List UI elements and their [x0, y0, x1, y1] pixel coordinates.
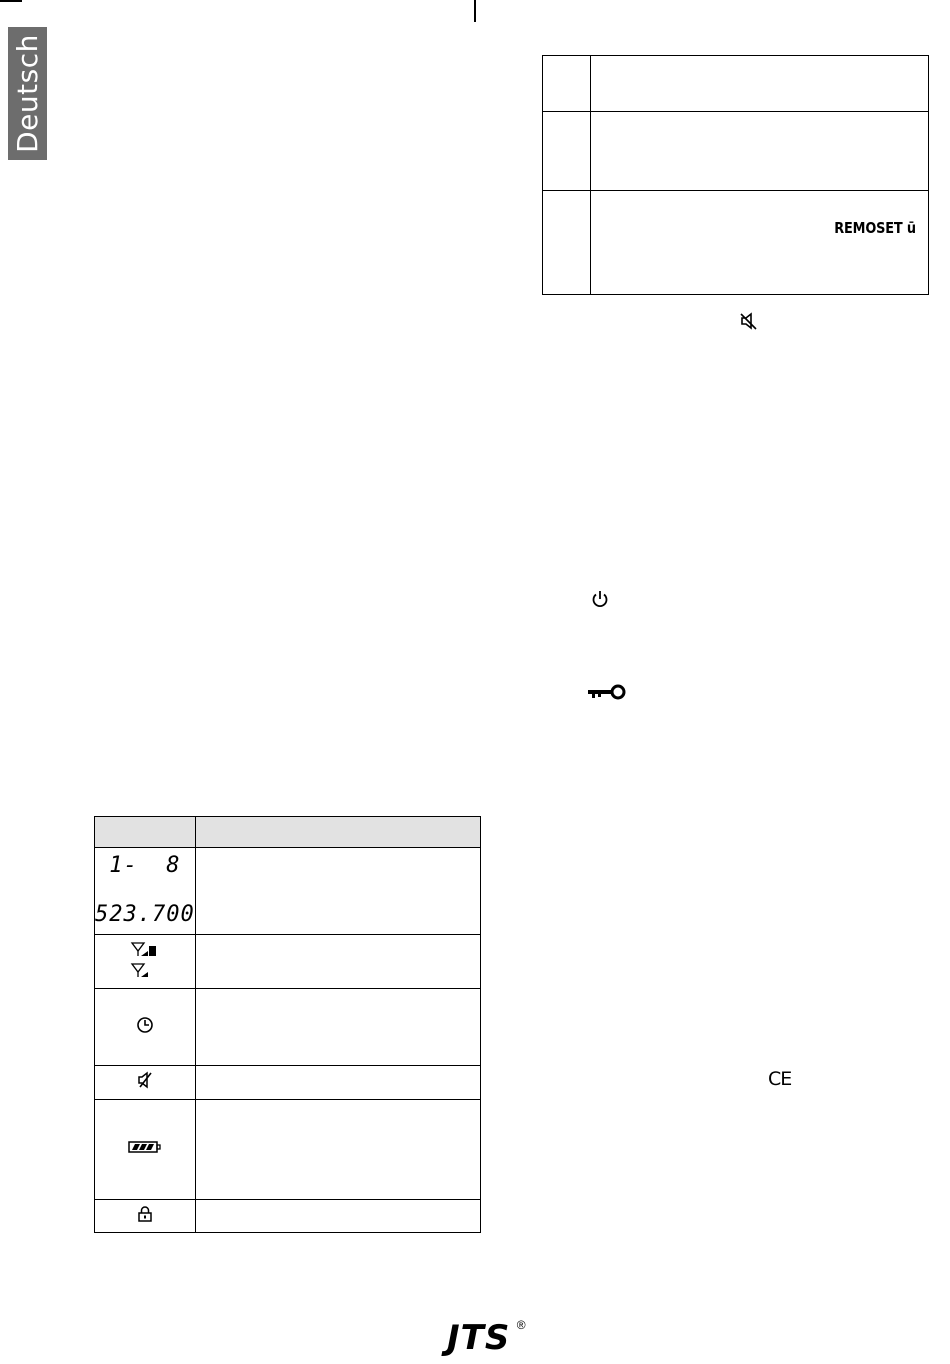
- ce-mark: CE: [768, 1068, 792, 1090]
- row-description: [195, 935, 480, 989]
- clock-cell: [95, 989, 196, 1066]
- table-row: [543, 56, 929, 112]
- clock-icon: [135, 1015, 155, 1035]
- table-row: [543, 191, 929, 295]
- row-number-cell: [543, 112, 591, 191]
- lock-icon: [136, 1205, 154, 1223]
- row-description: [195, 848, 480, 935]
- remoset-badge: REMOSET ū: [834, 219, 916, 237]
- row-text-cell: [591, 56, 929, 112]
- row-number-cell: [543, 191, 591, 295]
- table-row: [95, 848, 481, 935]
- language-tab-label: Deutsch: [11, 34, 44, 153]
- mute-icon: [136, 1071, 154, 1089]
- display-symbol-table: [94, 816, 481, 1233]
- header-description: [195, 817, 480, 848]
- channel-readout: 1- 8: [109, 853, 181, 878]
- mute-cell: [95, 1066, 196, 1100]
- row-description: [195, 1100, 480, 1200]
- row-text-cell: [591, 191, 929, 295]
- language-tab: [8, 27, 47, 160]
- frequency-readout: 523.700: [95, 902, 195, 927]
- registered-mark: ®: [516, 1318, 526, 1332]
- row-description: [195, 1200, 480, 1233]
- crop-mark-top: [474, 0, 476, 22]
- antenna-signal-strength-icon: [125, 939, 165, 979]
- table-row: [95, 1066, 481, 1100]
- lock-cell: [95, 1200, 196, 1233]
- row-number-cell: [543, 56, 591, 112]
- crop-mark-left-top: [0, 0, 22, 2]
- table-row: [95, 989, 481, 1066]
- row-description: [195, 1066, 480, 1100]
- jts-logo-text: JTS: [447, 1318, 511, 1358]
- table-row: [95, 1100, 481, 1200]
- table-row: [95, 1200, 481, 1233]
- antenna-signal-cell: [95, 935, 196, 989]
- battery-cell: [95, 1100, 196, 1200]
- table-row: [543, 112, 929, 191]
- key-icon: [587, 683, 627, 701]
- table-row: [95, 935, 481, 989]
- power-icon: [590, 589, 610, 609]
- table-header-row: [95, 817, 481, 848]
- jts-logo: [447, 1318, 526, 1358]
- operation-table: [542, 55, 929, 295]
- speaker-mute-icon: [739, 311, 759, 331]
- header-symbol: [95, 817, 196, 848]
- battery-icon: [128, 1140, 162, 1154]
- channel-frequency-readout: [95, 848, 196, 935]
- row-description: [195, 989, 480, 1066]
- row-text-cell: [591, 112, 929, 191]
